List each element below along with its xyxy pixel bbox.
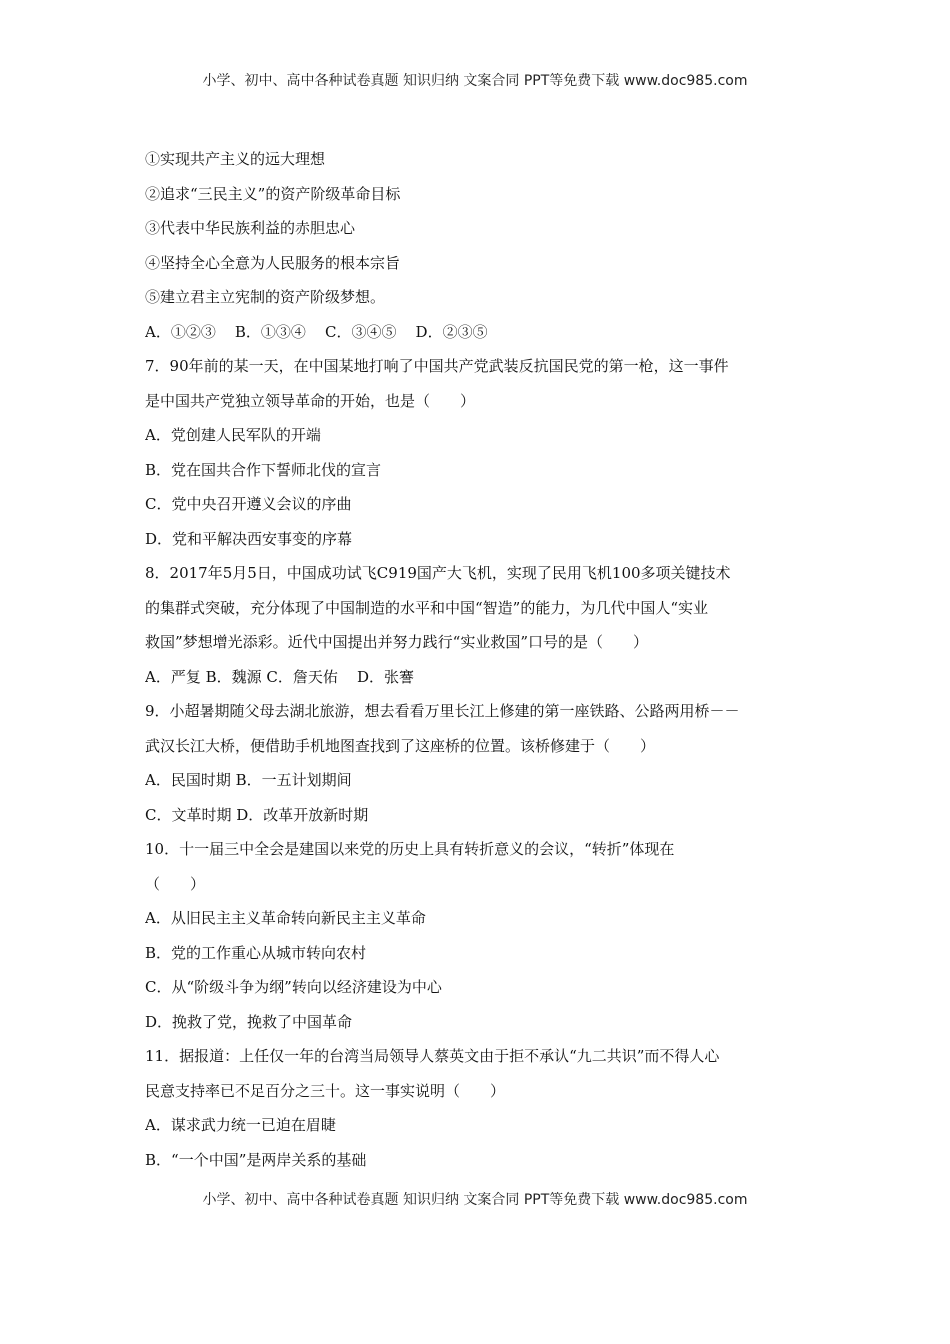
q7-option-b: B．党在国共合作下誓师北伐的宣言: [145, 460, 382, 479]
q9-options-ab: A．民国时期 B．一五计划期间: [145, 771, 352, 789]
q7-stem-line-2: 是中国共产党独立领导革命的开始，也是（ ）: [145, 391, 476, 410]
q11-stem-line-2: 民意支持率已不足百分之三十。这一事实说明（ ）: [145, 1081, 506, 1100]
statement-5: ⑤建立君主立宪制的资产阶级梦想。: [145, 288, 386, 306]
q10-stem-line-2: （ ）: [145, 874, 206, 893]
statement-2: ②追求“三民主义”的资产阶级革命目标: [145, 184, 401, 203]
q10-option-a: A．从旧民主主义革命转向新民主主义革命: [145, 909, 426, 927]
statement-1: ①实现共产主义的远大理想: [145, 150, 326, 168]
q7-stem-line-1: 7．90年前的某一天，在中国某地打响了中国共产党武装反抗国民党的第一枪，这一事件: [145, 357, 729, 375]
statement-3: ③代表中华民族利益的赤胆忠心: [145, 219, 356, 237]
q10-stem-line-1: 10．十一届三中全会是建国以来党的历史上具有转折意义的会议，“转折”体现在: [145, 840, 675, 858]
q9-options-cd: C．文革时期 D．改革开放新时期: [145, 805, 369, 824]
q11-option-a: A．谋求武力统一已迫在眉睫: [145, 1116, 336, 1134]
q10-option-d: D．挽救了党，挽救了中国革命: [145, 1012, 353, 1031]
q11-stem-line-1: 11．据报道：上任仅一年的台湾当局领导人蔡英文由于拒不承认“九二共识”而不得人心: [145, 1047, 720, 1065]
q8-stem-line-3: 救国”梦想增光添彩。近代中国提出并努力践行“实业救国”口号的是（ ）: [145, 633, 649, 651]
page-header: 小学、初中、高中各种试卷真题 知识归纳 文案合同 PPT等免费下载 www.doc985.com: [202, 73, 748, 89]
q7-option-d: D．党和平解决西安事变的序幕: [145, 529, 353, 548]
q6-options: A．①②③ B．①③④ C．③④⑤ D．②③⑤: [145, 322, 488, 341]
page-footer: 小学、初中、高中各种试卷真题 知识归纳 文案合同 PPT等免费下载 www.doc985.com: [202, 1192, 748, 1208]
q8-stem-line-1: 8．2017年5月5日，中国成功试飞C919国产大飞机，实现了民用飞机100多项关键技术: [145, 564, 731, 582]
q7-option-a: A．党创建人民军队的开端: [145, 426, 321, 444]
statement-4: ④坚持全心全意为人民服务的根本宗旨: [145, 253, 401, 272]
exam-content: [145, 142, 810, 1177]
q10-option-b: B．党的工作重心从城市转向农村: [145, 943, 367, 962]
q7-option-c: C．党中央召开遵义会议的序曲: [145, 495, 352, 513]
q9-stem-line-2: 武汉长江大桥，便借助手机地图查找到了这座桥的位置。该桥修建于（ ）: [145, 736, 656, 755]
q9-stem-line-1: 9．小超暑期随父母去湖北旅游，想去看看万里长江上修建的第一座铁路、公路两用桥－－: [145, 702, 740, 720]
q11-option-b: B．“一个中国”是两岸关系的基础: [145, 1150, 367, 1169]
q10-option-c: C．从“阶级斗争为纲”转向以经济建设为中心: [145, 978, 442, 996]
q8-stem-line-2: 的集群式突破，充分体现了中国制造的水平和中国“智造”的能力，为几代中国人“实业: [145, 598, 709, 617]
q8-options: A．严复 B．魏源 C．詹天佑 D．张謇: [145, 667, 414, 686]
